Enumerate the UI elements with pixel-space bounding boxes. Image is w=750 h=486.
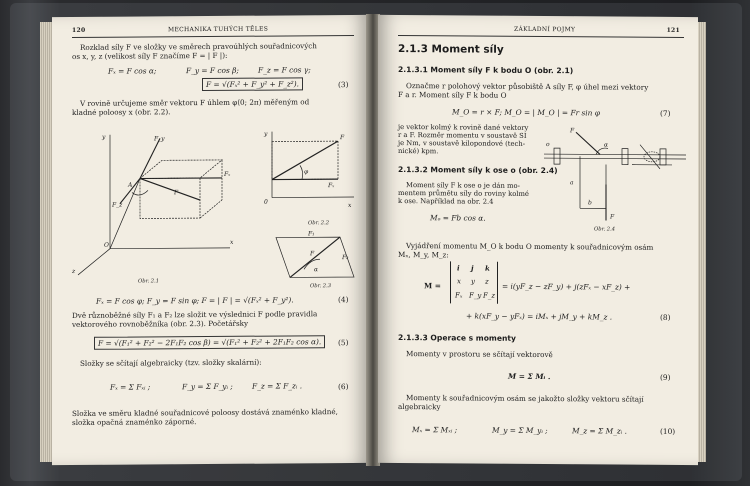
svg-text:y: y: [102, 133, 106, 141]
left-running-header: [72, 25, 354, 38]
eq-fx: Fₓ = F cos α;: [108, 66, 157, 76]
eq-mo: Mₒ = Fb cos α.: [430, 213, 486, 223]
svg-text:F_z: F_z: [112, 201, 123, 209]
right-para-5: Momenty v prostoru se sčítají vektorově: [406, 349, 553, 360]
eq-8-lhs: M =: [424, 281, 441, 291]
eq-fy: F_y = F cos β;: [186, 65, 239, 76]
right-para-3-line-2: mentem průmětu síly do roviny kolmé: [398, 189, 529, 198]
eq-6-y: F_y = Σ F_yᵢ ;: [182, 381, 233, 392]
figure-2-2: [258, 127, 358, 218]
left-running-head: MECHANIKA TUHÝCH TĚLES: [168, 25, 269, 34]
left-para-5-line-1: Složka ve směru kladné souřadnicové poloosy dostává znaménko kladné,: [72, 407, 338, 418]
right-page-number: 121: [666, 26, 680, 34]
caption-obr-2-2: Obr. 2.2: [308, 220, 330, 227]
svg-text:O: O: [104, 241, 109, 249]
eq-7-number: (7): [660, 108, 671, 118]
svg-text:F: F: [340, 134, 345, 142]
right-para-2-line-2: r a F. Rozměr momentu v soustavě SI: [398, 131, 527, 140]
right-para-6-line-2: algebraicky: [398, 402, 441, 412]
left-para-2-line-1: V rovině určujeme směr vektoru F úhlem φ⟨0; 2π) měřeným od: [80, 97, 310, 108]
svg-text:z: z: [72, 267, 76, 275]
right-para-2-line-1: je vektor kolmý k rovině dané vektory: [398, 123, 529, 132]
eq-9-number: (9): [660, 372, 671, 382]
figure-2-1: [70, 128, 240, 279]
left-para-2-line-2: kladné poloosy x (obr. 2.2).: [72, 107, 171, 117]
right-para-4-line-2: Mₓ, M_y, M_z:: [398, 250, 449, 260]
svg-text:Fₓ: Fₓ: [224, 170, 231, 178]
right-para-3-line-1: Moment síly F k ose o je dán mo-: [406, 181, 520, 190]
eq-8-number: (8): [660, 312, 671, 322]
eq-6-z: F_z = Σ F_zᵢ .: [252, 381, 303, 391]
svg-text:α: α: [604, 141, 609, 149]
eq-4-number: (4): [338, 295, 349, 305]
eq-7: M_O = r × F; M_O = | M_O | = Fr sin φ: [452, 107, 600, 118]
right-para-3-line-3: k ose. Například na obr. 2.4: [398, 197, 494, 206]
eq-9: M = Σ Mᵢ .: [508, 371, 551, 382]
subsection-2-heading: 2.1.3.2 Moment síly k ose o (obr. 2.4): [398, 165, 558, 176]
svg-text:φ: φ: [304, 168, 309, 176]
svg-text:α: α: [314, 266, 319, 274]
eq-10-z: M_z = Σ M_zᵢ .: [572, 426, 627, 436]
subsection-1-heading: 2.1.3.1 Moment síly F k bodu O (obr. 2.1): [398, 65, 574, 76]
left-para-5-line-2: složka opačná znaménko záporné.: [72, 417, 197, 427]
eq-10-y: M_y = Σ M_yᵢ ;: [492, 425, 548, 436]
left-para-1-line-1: Rozklad síly F ve složky ve směrech pravoúhlých souřadnicových: [80, 41, 317, 52]
caption-obr-2-1: Obr. 2.1: [138, 278, 160, 285]
right-para-2-line-3: je Nm, v soustavě kilopondové (tech-: [398, 139, 525, 148]
caption-obr-2-3: Obr. 2.3: [310, 283, 332, 290]
left-para-3-line-2: vektorového rovnoběžníka (obr. 2.3). Početářsky: [72, 318, 249, 329]
svg-text:A: A: [128, 181, 133, 189]
svg-text:F_y: F_y: [154, 135, 165, 143]
left-para-3-line-1: Dvě různoběžné síly F₁ a F₂ lze složit ve výslednici F podle pravidla: [72, 309, 318, 320]
det-row2-y: y: [471, 277, 475, 286]
det-row2-x: x: [457, 277, 461, 286]
svg-text:F: F: [610, 213, 615, 221]
svg-text:x: x: [230, 238, 234, 246]
left-para-4: Složky se sčítají algebraicky (tzv. složky skalární):: [80, 357, 262, 368]
section-heading: 2.1.3 Moment síly: [398, 43, 504, 56]
svg-text:Fₓ: Fₓ: [328, 182, 335, 190]
svg-text:F: F: [310, 250, 315, 258]
eq-8-line-b: + k(xF_y − yFₓ) = iMₓ + jM_y + kM_z .: [466, 311, 613, 322]
left-page: [52, 15, 368, 465]
determinant: [450, 261, 498, 303]
eq-3: F = √(Fₓ² + F_y² + F_z²).: [202, 77, 303, 91]
right-para-4-line-1: Vyjádření momentu M_O k bodu O momenty k souřadnicovým osám: [406, 241, 654, 252]
left-page-number: 120: [72, 26, 86, 34]
subsection-3-heading: 2.1.3.3 Operace s momenty: [398, 333, 516, 343]
right-para-2-line-4: nické) kpm.: [398, 147, 439, 156]
right-para-6-line-1: Momenty k souřadnicovým osám se jakožto složky vektoru sčítají: [406, 393, 644, 404]
figure-2-3: [270, 229, 360, 282]
svg-text:x: x: [348, 202, 352, 210]
right-para-1-line-2: F a r. Moment síly F k bodu O: [398, 90, 507, 100]
det-row1-j: j: [471, 263, 474, 273]
svg-text:o: o: [546, 141, 550, 149]
eq-8-line-a: = i(yF_z − zF_y) + j(zFₓ − xF_z) +: [502, 281, 631, 292]
svg-text:F: F: [570, 127, 575, 135]
svg-text:b: b: [588, 199, 592, 207]
det-row3-fz: F_z: [483, 291, 496, 300]
caption-obr-2-4: Obr. 2.4: [594, 226, 616, 233]
right-running-head: ZÁKLADNÍ POJMY: [514, 25, 576, 34]
eq-fz: F_z = F cos γ;: [258, 65, 311, 75]
eq-10-number: (10): [660, 426, 676, 436]
svg-text:F₂: F₂: [342, 254, 349, 262]
eq-10-x: Mₓ = Σ Mₓᵢ ;: [412, 425, 458, 435]
svg-text:F₁: F₁: [308, 230, 315, 238]
eq-5: F = √(F₁² + F₂² − 2F₁F₂ cos β) = √(F₁² + F₂² + 2F₁F₂ cos α).: [94, 335, 325, 350]
det-row3-fy: F_y: [469, 291, 482, 300]
svg-text:a: a: [570, 179, 574, 187]
eq-5-number: (5): [338, 338, 349, 348]
right-page: [378, 15, 698, 465]
det-row1-k: k: [485, 263, 490, 273]
svg-text:y: y: [264, 130, 268, 138]
eq-4: Fₓ = F cos φ; F_y = F sin φ; F = | F | = √(Fₓ² + F_y²).: [96, 295, 294, 306]
right-running-header: [398, 25, 684, 38]
eq-6-x: Fₓ = Σ Fₓᵢ ;: [110, 382, 151, 392]
det-row1-i: i: [457, 263, 460, 273]
det-row2-z: z: [485, 277, 489, 286]
left-para-1-line-2: os x, y, z (velikost síly F značíme F = | F |):: [72, 50, 228, 61]
eq-3-number: (3): [338, 80, 349, 90]
eq-6-number: (6): [338, 382, 349, 392]
figure-2-4: [540, 124, 690, 233]
svg-text:0: 0: [264, 198, 268, 206]
right-para-1-line-1: Označme r polohový vektor působiště A síly F, φ úhel mezi vektory: [406, 81, 649, 92]
det-row3-fx: Fₓ: [455, 291, 463, 300]
svg-text:F: F: [174, 189, 179, 197]
